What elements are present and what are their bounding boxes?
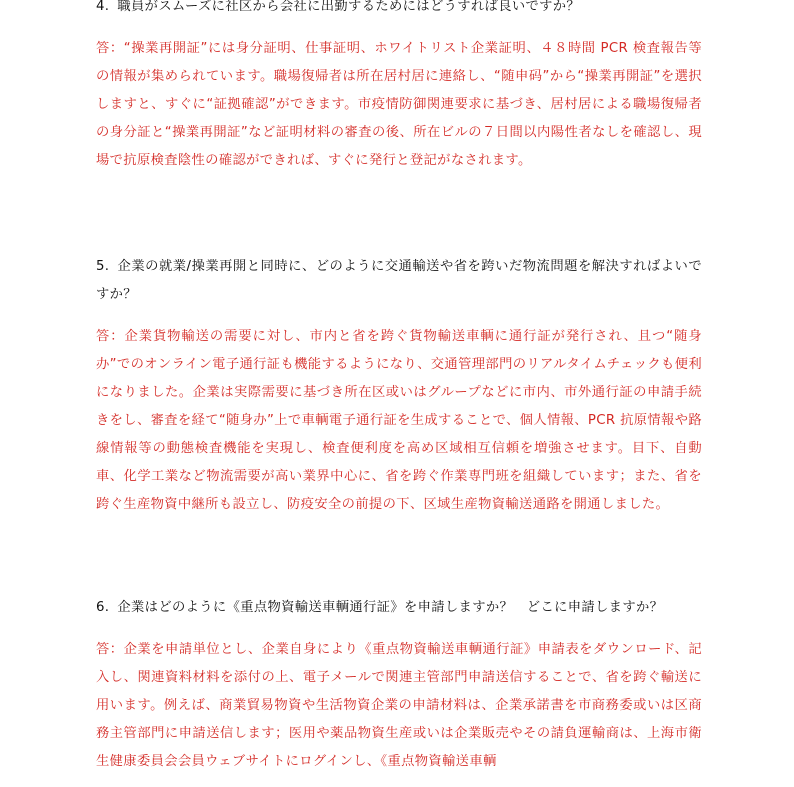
faq-item-6 — [96, 594, 702, 776]
answer-6: 答：企業を申請単位とし、企業自身により《重点物資輸送車輌通行証》申請表をダウンロード、記入し、関連資料材料を添付の上、電子メールで関連主管部門申請送信することで、省を跨ぐ輸送に用います。例えば、商業貿易物資や生活物資企業の申請材料は、企業承諾書を市商務委或いは区商務主管部門に申請送信します；医用や薬品物資生産或いは企業販売やその請負運輸商は、上海市衛生健康委員会会員ウェブサイトにログインし、《重点物資輸送車輌 — [96, 642, 702, 769]
answer-5: 答：企業貨物輸送の需要に対し、市内と省を跨ぐ貨物輸送車輌に通行証が発行され、且つ“随身办”でのオンライン電子通行証も機能するようになり、交通管理部門のリアルタイムチェックも便利になりました。企業は実際需要に基づき所在区或いはグループなどに市内、市外通行証の申請手続きをし、審査を経て“随身办”上で車輌電子通行証を生成することで、個人情報、PCR 抗原情報や路線情報等の動態検査機能を実現し、検査便利度を高め区域相互信頼を増強させます。目下、自動車、化学工業など物流需要が高い業界中心に、省を跨ぐ作業専門班を組織しています；また、省を跨ぐ生産物資中継所も設立し、防疫安全の前提の下、区域生産物資輸送通路を開通しました。 — [96, 329, 702, 512]
question-text: 企業の就業/操業再開と同時に、どのように交通輸送や省を跨いだ物流問題を解決すればよいですか？ — [96, 259, 702, 302]
faq-item-4 — [96, 0, 702, 175]
question-number: 4. — [96, 0, 110, 14]
question-4 — [96, 0, 702, 21]
question-5 — [96, 253, 702, 309]
question-text: 企業はどのように《重点物資輸送車輌通行証》を申請しますか？ どこに申請しますか？ — [117, 600, 664, 615]
question-number: 5. — [96, 259, 110, 274]
question-6 — [96, 594, 702, 622]
question-text: 職員がスムーズに社区から会社に出勤するためにはどうすれば良いですか？ — [117, 0, 581, 14]
faq-item-5 — [96, 253, 702, 519]
answer-4: 答：“操業再開証”には身分証明、仕事証明、ホワイトリスト企業証明、４８時間 PCR 検査報告等の情報が集められています。職場復帰者は所在居村居に連絡し、“随申码”から“操業再開証”を選択しますと、すぐに“証拠確認”ができます。市疫情防御関連要求に基づき、居村居による職場復帰者の身分証と“操業再開証”など証明材料の審査の後、所在ビルの７日間以内陽性者なしを確認し、現場で抗原検査陰性の確認ができれば、すぐに発行と登記がなされます。 — [96, 41, 702, 168]
question-number: 6. — [96, 600, 110, 615]
